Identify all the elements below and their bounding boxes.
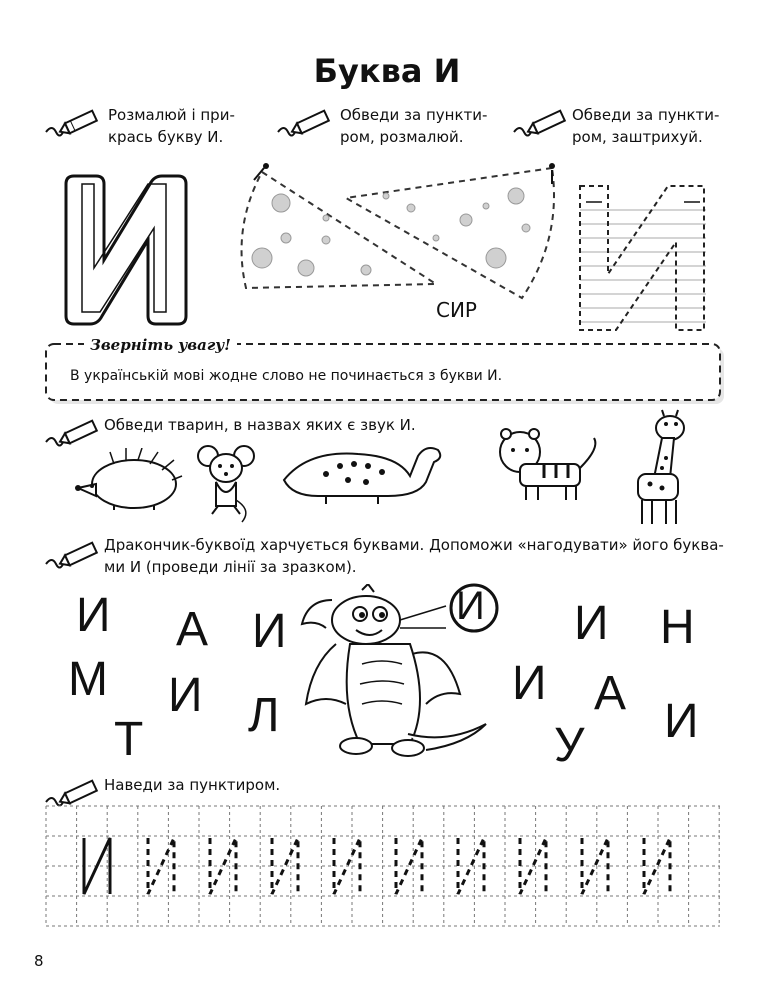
scatter-letter[interactable]: Л [248, 689, 280, 742]
note-text: В українській мові жодне слово не починається з букви И. [70, 368, 503, 384]
note-label: Зверніть увагу! [84, 336, 237, 354]
pencil-icon [44, 108, 104, 138]
outline-letter-i[interactable] [56, 168, 196, 332]
scatter-letter[interactable]: И [168, 669, 203, 722]
scatter-letter[interactable]: У [554, 719, 585, 772]
task-2-instruction: Обведи за пункти- ром, розмалюй. [340, 106, 488, 146]
page-title: Буква И [313, 52, 461, 90]
task-1-instruction: Розмалюй і при- крась букву И. [108, 106, 235, 146]
mouse-icon[interactable] [196, 440, 256, 524]
task-5-instruction: Дракончик-буквоїд харчується буквами. Допоможи «нагодувати» його буква- ми И (проведи лінії за зразком). [104, 536, 724, 576]
copy-grid[interactable] [44, 802, 724, 932]
page-number: 8 [34, 952, 44, 970]
tiger-icon[interactable] [494, 426, 604, 502]
hedgehog-icon[interactable] [74, 448, 184, 512]
giraffe-icon[interactable] [630, 408, 694, 528]
task-6-instruction: Наведи за пунктиром. [104, 776, 281, 794]
circled-letter[interactable]: И [456, 584, 485, 628]
task-3-instruction: Обведи за пункти- ром, заштрихуй. [572, 106, 720, 146]
scatter-letter[interactable]: И [574, 597, 609, 650]
pencil-icon [44, 540, 104, 570]
task-4-instruction: Обведи тварин, в назвах яких є звук И. [104, 416, 416, 434]
scatter-letter[interactable]: И [664, 695, 699, 748]
scatter-letter[interactable]: М [68, 653, 108, 706]
pencil-icon [44, 418, 104, 448]
pencil-icon [276, 108, 336, 138]
scatter-letter[interactable]: И [512, 657, 547, 710]
cheese-label: СИР [436, 298, 477, 322]
scatter-letter[interactable]: И [252, 605, 287, 658]
scatter-letter[interactable]: Т [114, 713, 144, 766]
cheese-drawing[interactable] [226, 158, 566, 308]
scatter-letter[interactable]: А [594, 667, 627, 720]
dinosaur-icon[interactable] [278, 440, 448, 506]
scatter-letter[interactable]: И [76, 589, 111, 642]
dashed-letter-i[interactable] [572, 180, 712, 340]
scatter-letter[interactable]: А [176, 603, 209, 656]
pencil-icon [512, 108, 572, 138]
scatter-letter[interactable]: Н [660, 601, 695, 654]
